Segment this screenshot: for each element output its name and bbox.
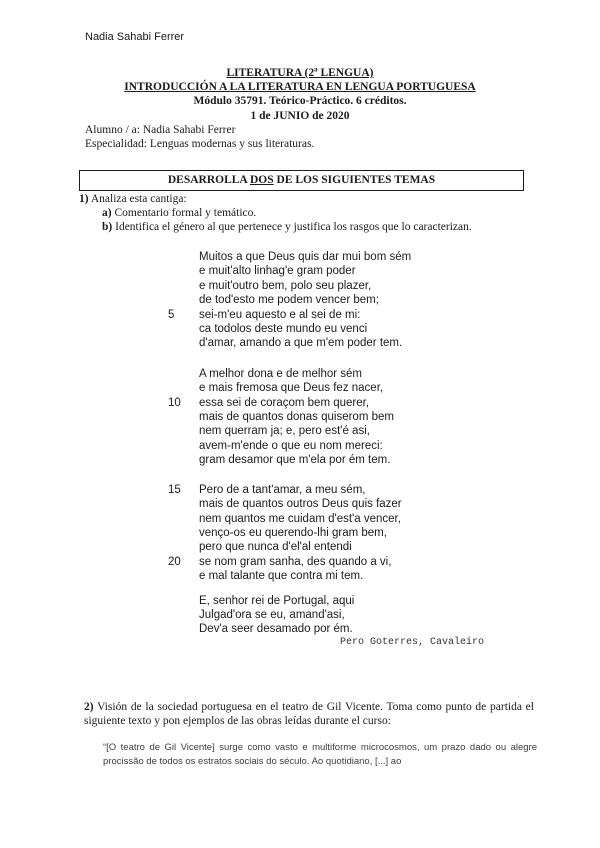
exam-header [0,66,600,123]
verse-text: nem quantos me cuidam d'est'a vencer, [199,512,401,525]
author-name: Nadia Sahabi Ferrer [85,31,185,43]
verse-number [168,367,199,381]
verse-text: Julgad'ora se eu, amand'asi, [199,608,345,621]
poem-line [168,622,411,636]
student-name-line: Alumno / a: Nadia Sahabi Ferrer [85,124,236,136]
question-2-number: 2) [84,701,94,713]
verse-text: d'amar, amando a que m'em poder tem. [199,337,403,350]
verse-number [168,526,199,540]
question-1-text: Analiza esta cantiga: [90,193,187,205]
item-a-label: a) [102,207,112,220]
verse-number [168,439,199,453]
exam-title-line-1: LITERATURA (2ª LENGUA) [226,67,374,79]
poem-line [168,497,411,511]
exam-date-line: 1 de JUNIO de 2020 [250,109,350,122]
poem-line [168,540,411,554]
verse-text: essa sei de coraçom bem querer, [199,396,370,409]
verse-text: e mal talante que contra mi tem. [199,570,364,583]
verse-number [168,424,199,438]
question-1-item-a [102,206,544,220]
verse-text: e muit'alto linhag'e gram poder [199,265,356,278]
student-info [85,123,314,151]
poem-line [168,555,411,569]
verse-number [168,279,199,293]
poem-line [168,264,411,278]
poem-line [168,336,411,350]
poem-line [168,453,411,467]
verse-text: mais de quantos donas quiserom bem [199,411,394,424]
poem-line [168,526,411,540]
verse-number [168,381,199,395]
verse-number [168,622,199,636]
verse-number [168,540,199,554]
verse-text: Pero de a tant'amar, a meu sém, [199,483,366,496]
verse-number [168,608,199,622]
verse-number [168,594,199,608]
poem-line [168,569,411,583]
verse-text: avem-m'ende o que eu nom mereci: [199,439,383,452]
verse-number [168,569,199,583]
verse-text: Dev'a seer desamado por ém. [199,623,353,636]
poem-line [168,410,411,424]
verse-number [168,293,199,307]
poem-line [168,308,411,322]
question-2-text: Visión de la sociedad portuguesa en el teatro de Gil Vicente. Toma como punto de partida el siguiente texto y pon ejemplos de las obras leídas durante el curso: [84,701,534,728]
verse-number [168,512,199,526]
poem-line [168,439,411,453]
poem-line [168,250,411,264]
verse-number [168,410,199,424]
verse-text: venço-os eu querendo-lhi gram bem, [199,526,387,539]
verse-number [168,264,199,278]
exam-title-line-2: INTRODUCCIÓN A LA LITERATURA EN LENGUA PORTUGUESA [124,81,476,94]
poem-attribution: Pero Goterres, Cavaleiro [340,637,485,648]
question-2 [84,700,534,729]
verse-number [168,497,199,511]
verse-number [168,322,199,336]
verse-number: 5 [168,308,175,321]
instructions-prefix: DESARROLLA [167,174,250,186]
question-1-heading [79,192,544,206]
verse-text: ca todolos deste mundo eu venci [199,323,368,336]
item-b-text: Identifica el género al que pertenece y justifica los rasgos que lo caracterizan. [115,221,472,234]
item-a-text: Comentario formal y temático. [114,207,257,220]
verse-number: 15 [168,483,181,496]
instructions-suffix: DE LOS SIGUIENTES TEMAS [273,174,436,186]
question-1 [79,192,544,234]
verse-text: A melhor dona e de melhor sém [199,367,363,380]
verse-text: se nom gram sanha, des quando a vi, [199,555,392,568]
poem-line [168,424,411,438]
poem-line [168,279,411,293]
poem-line [168,367,411,381]
verse-text: sei-m'eu aquesto e al sei de mi: [199,308,361,321]
exam-module-line: Módulo 35791. Teórico-Práctico. 6 créditos. [193,95,407,108]
verse-number: 20 [168,555,181,568]
poem-line [168,396,411,410]
question-1-item-b [102,220,544,234]
poem-stanza-3 [168,483,411,584]
question-1-number: 1) [79,193,89,205]
instructions-banner [79,170,524,191]
verse-text: e muit'outro bem, polo seu plazer, [199,279,372,292]
verse-text: gram desamor que m'ela por ém tem. [199,454,391,467]
poem-line [168,594,411,608]
verse-number [168,336,199,350]
verse-text: E, senhor rei de Portugal, aqui [199,594,355,607]
verse-text: pero que nunca d'el'al entendi [199,541,352,554]
verse-number: 10 [168,396,181,409]
poem-stanza-1 [168,250,411,351]
poem-line [168,293,411,307]
poem-line [168,322,411,336]
poem-stanza-2 [168,367,411,468]
poem-line [168,483,411,497]
cantiga-poem [168,250,411,637]
poem-line [168,512,411,526]
poem-stanza-4 [168,594,411,637]
specialty-line: Especialidad: Lenguas modernas y sus literaturas. [85,138,315,151]
quote-paragraph: “[O teatro de Gil Vicente] surge como vasto e multiforme microcosmos, um prazo dado ou alegre procissão de todos os estratos sociais do século. Ao quotidiano, [...] ao [103,742,537,767]
verse-number [168,453,199,467]
verse-text: de tod'esto me podem vencer bem; [199,294,379,307]
verse-text: Muitos a que Deus quis dar mui bom sém [199,251,412,263]
item-b-label: b) [102,221,113,234]
instructions-emphasis: DOS [249,174,274,186]
poem-line [168,381,411,395]
poem-line [168,608,411,622]
verse-text: e mais fremosa que Deus fez nacer, [199,382,384,395]
verse-text: mais de quantos outros Deus quis fazer [199,498,402,511]
verse-number [168,250,199,264]
verse-text: nem querram ja; e, pero est'é asi, [199,425,370,438]
